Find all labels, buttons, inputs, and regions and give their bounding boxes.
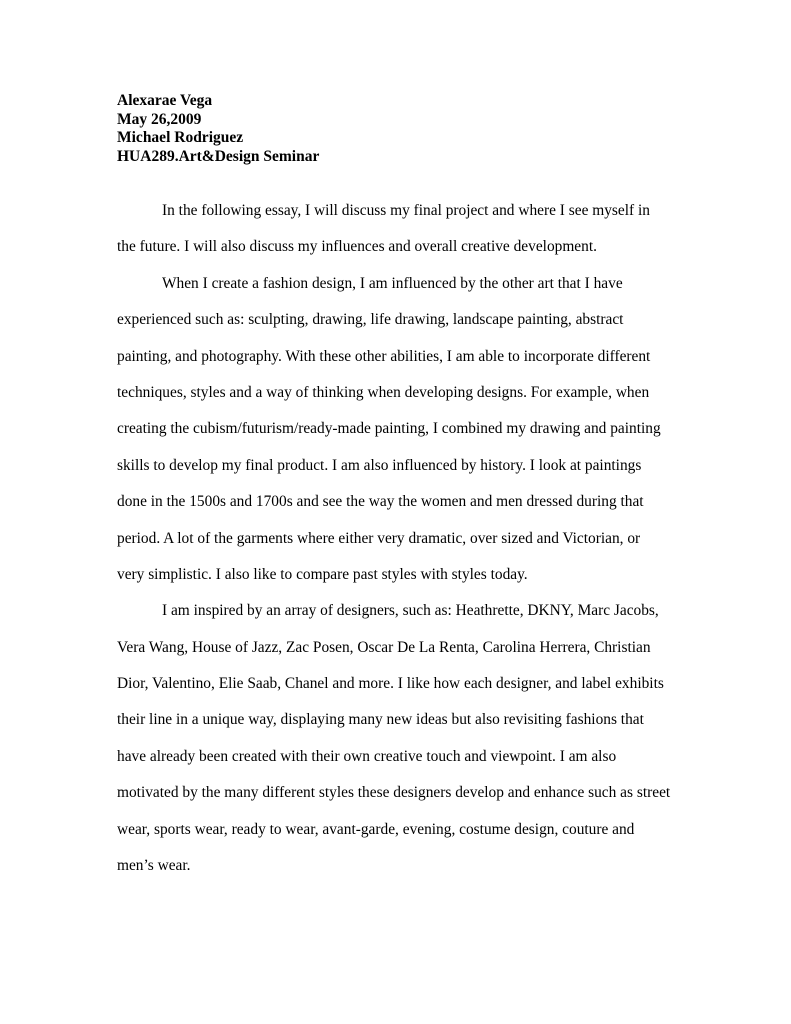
text-line: motivated by the many different styles these designers develop and enhance such as street bbox=[117, 784, 671, 802]
text-line: their line in a unique way, displaying many new ideas but also revisiting fashions that bbox=[117, 711, 644, 729]
text-line: period. A lot of the garments where either very dramatic, over sized and Victorian, or bbox=[117, 529, 641, 547]
course-title: HUA289.Art&Design Seminar bbox=[117, 147, 320, 165]
instructor-name: Michael Rodriguez bbox=[117, 129, 244, 146]
text-line: Vera Wang, House of Jazz, Zac Posen, Oscar De La Renta, Carolina Herrera, Christian bbox=[117, 638, 651, 656]
text-line: done in the 1500s and 1700s and see the way the women and men dressed during that bbox=[117, 493, 644, 511]
text-line: wear, sports wear, ready to wear, avant-garde, evening, costume design, couture and bbox=[117, 820, 635, 838]
text-line: very simplistic. I also like to compare past styles with styles today. bbox=[117, 565, 528, 583]
text-line: the future. I will also discuss my influences and overall creative development. bbox=[117, 238, 597, 256]
text-line: I am inspired by an array of designers, such as: Heathrette, DKNY, Marc Jacobs, bbox=[162, 602, 659, 620]
essay-date: May 26,2009 bbox=[117, 110, 202, 128]
text-line: have already been created with their own creative touch and viewpoint. I am also bbox=[117, 747, 617, 765]
text-line: men’s wear. bbox=[117, 857, 191, 875]
text-line: Dior, Valentino, Elie Saab, Chanel and more. I like how each designer, and label exhibits bbox=[117, 675, 664, 693]
essay-header bbox=[117, 92, 677, 166]
text-line: painting, and photography. With these other abilities, I am able to incorporate different bbox=[117, 347, 651, 365]
essay-body bbox=[117, 199, 689, 890]
text-line: In the following essay, I will discuss my final project and where I see myself in bbox=[162, 202, 650, 219]
text-line: skills to develop my final product. I am also influenced by history. I look at paintings bbox=[117, 456, 642, 474]
text-line: techniques, styles and a way of thinking when developing designs. For example, when bbox=[117, 383, 650, 401]
author-name: Alexarae Vega bbox=[117, 92, 213, 109]
text-line: creating the cubism/futurism/ready-made painting, I combined my drawing and painting bbox=[117, 420, 661, 438]
text-line: When I create a fashion design, I am influenced by the other art that I have bbox=[162, 274, 623, 292]
text-line: experienced such as: sculpting, drawing, life drawing, landscape painting, abstract bbox=[117, 311, 624, 329]
